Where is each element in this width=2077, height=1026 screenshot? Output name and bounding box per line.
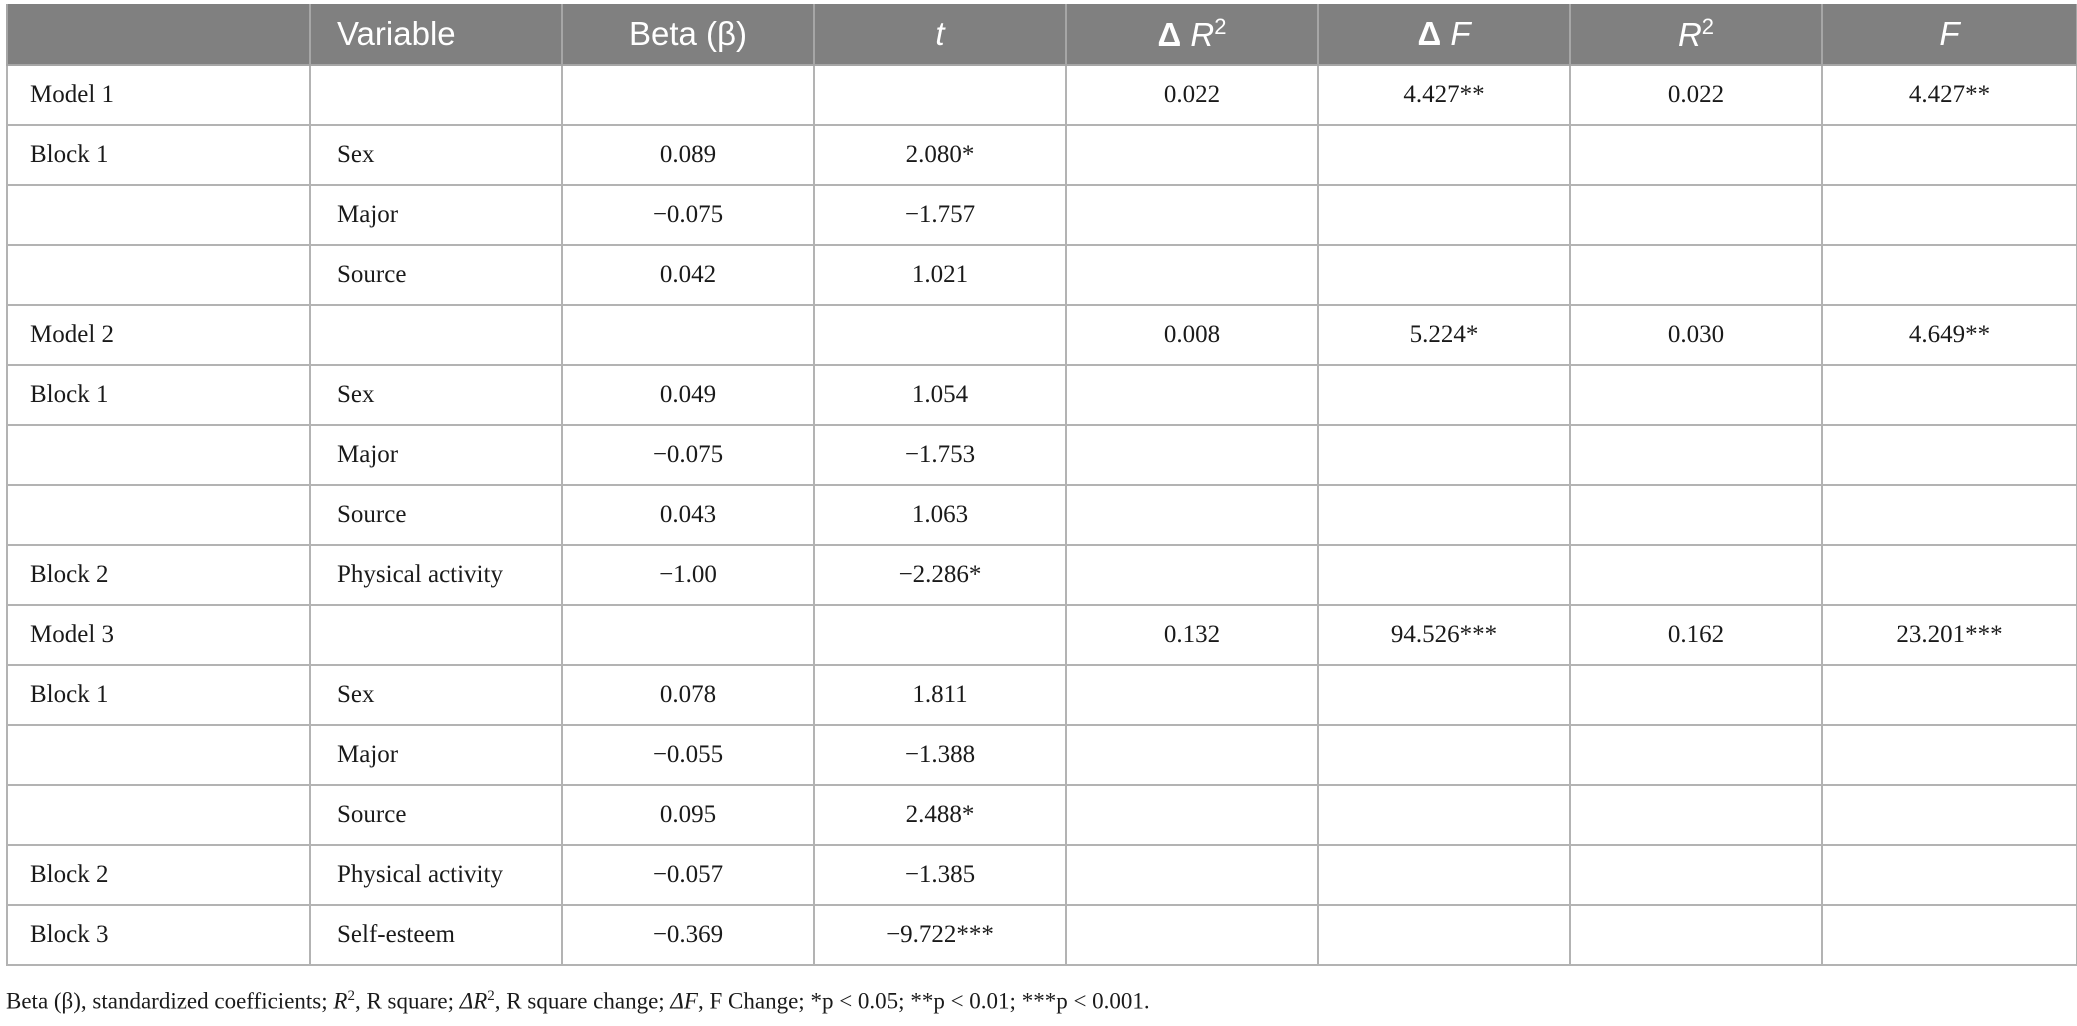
- cell-delta-r2: 0.132: [1066, 605, 1318, 665]
- table-row: [7, 845, 2077, 905]
- footnote-p2: **p < 0.01;: [910, 988, 1022, 1014]
- cell-variable: Physical activity: [310, 545, 562, 605]
- cell-t: [814, 65, 1066, 125]
- cell-beta: 0.043: [562, 485, 814, 545]
- cell-f: [1822, 725, 2077, 785]
- cell-beta: [562, 305, 814, 365]
- cell-f: [1822, 905, 2077, 965]
- cell-delta-f: 4.427**: [1318, 65, 1570, 125]
- cell-t: −9.722***: [814, 905, 1066, 965]
- cell-t: −1.388: [814, 725, 1066, 785]
- cell-f: 4.649**: [1822, 305, 2077, 365]
- cell-t: 1.054: [814, 365, 1066, 425]
- table-row: [7, 305, 2077, 365]
- cell-beta: 0.095: [562, 785, 814, 845]
- cell-beta: −0.055: [562, 725, 814, 785]
- header-cell-r2: $R^2$: [1570, 4, 1822, 65]
- cell-r2: [1570, 845, 1822, 905]
- cell-model-block: Block 3: [7, 905, 310, 965]
- cell-delta-f: [1318, 905, 1570, 965]
- cell-delta-f: [1318, 185, 1570, 245]
- cell-r2: 0.022: [1570, 65, 1822, 125]
- table-body: [7, 65, 2077, 965]
- footnote-df-text: , F Change;: [697, 988, 811, 1014]
- cell-t: 2.488*: [814, 785, 1066, 845]
- cell-delta-f: [1318, 665, 1570, 725]
- table-row: [7, 665, 2077, 725]
- header-cell-f: F: [1822, 4, 2077, 65]
- footnote-df: ΔF: [670, 988, 698, 1014]
- table-row: [7, 365, 2077, 425]
- table-row: [7, 725, 2077, 785]
- cell-beta: 0.049: [562, 365, 814, 425]
- cell-r2: [1570, 425, 1822, 485]
- cell-variable: [310, 605, 562, 665]
- cell-variable: Sex: [310, 365, 562, 425]
- cell-model-block: [7, 185, 310, 245]
- cell-f: 4.427**: [1822, 65, 2077, 125]
- header-row: [7, 4, 2077, 65]
- cell-variable: Sex: [310, 125, 562, 185]
- cell-model-block: Model 1: [7, 65, 310, 125]
- table-row: [7, 485, 2077, 545]
- cell-variable: Source: [310, 485, 562, 545]
- cell-r2: [1570, 365, 1822, 425]
- cell-model-block: [7, 725, 310, 785]
- cell-model-block: Block 2: [7, 845, 310, 905]
- cell-f: [1822, 545, 2077, 605]
- cell-model-block: [7, 485, 310, 545]
- table-row: [7, 185, 2077, 245]
- footnote-r2-text: , R square;: [354, 988, 460, 1014]
- cell-f: 23.201***: [1822, 605, 2077, 665]
- footnote-dr2-sup: 2: [487, 988, 495, 1004]
- cell-model-block: Block 1: [7, 365, 310, 425]
- cell-beta: 0.089: [562, 125, 814, 185]
- cell-variable: Major: [310, 425, 562, 485]
- cell-delta-r2: [1066, 245, 1318, 305]
- cell-r2: [1570, 545, 1822, 605]
- cell-f: [1822, 425, 2077, 485]
- cell-delta-r2: [1066, 185, 1318, 245]
- cell-delta-r2: [1066, 785, 1318, 845]
- table-row: [7, 905, 2077, 965]
- cell-f: [1822, 125, 2077, 185]
- cell-model-block: Model 2: [7, 305, 310, 365]
- cell-delta-r2: 0.008: [1066, 305, 1318, 365]
- cell-model-block: Block 1: [7, 665, 310, 725]
- cell-model-block: Block 2: [7, 545, 310, 605]
- cell-delta-f: [1318, 245, 1570, 305]
- cell-t: −1.385: [814, 845, 1066, 905]
- cell-r2: [1570, 725, 1822, 785]
- cell-f: [1822, 845, 2077, 905]
- cell-beta: −0.075: [562, 425, 814, 485]
- cell-delta-r2: 0.022: [1066, 65, 1318, 125]
- cell-f: [1822, 785, 2077, 845]
- header-cell-variable: Variable: [310, 4, 562, 65]
- cell-delta-r2: [1066, 125, 1318, 185]
- cell-delta-f: [1318, 725, 1570, 785]
- cell-variable: Self-esteem: [310, 905, 562, 965]
- regression-table-container: [6, 4, 2076, 966]
- cell-t: [814, 305, 1066, 365]
- cell-beta: 0.078: [562, 665, 814, 725]
- cell-t: −1.753: [814, 425, 1066, 485]
- cell-model-block: [7, 245, 310, 305]
- footnote-dr2: ΔR: [459, 988, 488, 1014]
- footnote-dr2-text: , R square change;: [494, 988, 671, 1014]
- cell-model-block: Block 1: [7, 125, 310, 185]
- cell-delta-r2: [1066, 725, 1318, 785]
- cell-beta: [562, 605, 814, 665]
- cell-variable: Major: [310, 185, 562, 245]
- cell-f: [1822, 185, 2077, 245]
- cell-f: [1822, 665, 2077, 725]
- cell-model-block: Model 3: [7, 605, 310, 665]
- header-cell-delta-f: Δ F: [1318, 4, 1570, 65]
- cell-variable: Physical activity: [310, 845, 562, 905]
- cell-delta-f: 5.224*: [1318, 305, 1570, 365]
- cell-f: [1822, 365, 2077, 425]
- cell-r2: 0.162: [1570, 605, 1822, 665]
- cell-r2: [1570, 245, 1822, 305]
- cell-t: 1.063: [814, 485, 1066, 545]
- cell-beta: 0.042: [562, 245, 814, 305]
- cell-variable: Sex: [310, 665, 562, 725]
- cell-delta-f: [1318, 485, 1570, 545]
- cell-r2: [1570, 905, 1822, 965]
- cell-variable: Source: [310, 245, 562, 305]
- cell-beta: [562, 65, 814, 125]
- cell-variable: [310, 65, 562, 125]
- cell-t: 1.811: [814, 665, 1066, 725]
- header-t-text: t: [935, 15, 945, 52]
- cell-delta-f: [1318, 785, 1570, 845]
- cell-t: −2.286*: [814, 545, 1066, 605]
- footnote-r2: R: [333, 988, 348, 1014]
- cell-delta-f: [1318, 125, 1570, 185]
- cell-delta-f: [1318, 425, 1570, 485]
- header-cell-delta-r2: Δ $R^2$: [1066, 4, 1318, 65]
- cell-delta-r2: [1066, 365, 1318, 425]
- cell-t: −1.757: [814, 185, 1066, 245]
- cell-delta-r2: [1066, 905, 1318, 965]
- regression-table: [6, 4, 2077, 966]
- table-row: [7, 785, 2077, 845]
- header-cell-model: [7, 4, 310, 65]
- footnote-p3: ***p < 0.001.: [1021, 988, 1150, 1014]
- cell-r2: [1570, 485, 1822, 545]
- cell-beta: −0.369: [562, 905, 814, 965]
- table-row: [7, 605, 2077, 665]
- cell-beta: −0.057: [562, 845, 814, 905]
- table-row: [7, 65, 2077, 125]
- cell-variable: Major: [310, 725, 562, 785]
- footnote-p1: *p < 0.05;: [810, 988, 911, 1014]
- header-cell-t: [814, 4, 1066, 65]
- footnote-r2-sup: 2: [347, 988, 355, 1004]
- cell-r2: 0.030: [1570, 305, 1822, 365]
- cell-model-block: [7, 425, 310, 485]
- cell-r2: [1570, 665, 1822, 725]
- cell-model-block: [7, 785, 310, 845]
- table-header: [7, 4, 2077, 65]
- table-row: [7, 545, 2077, 605]
- cell-r2: [1570, 125, 1822, 185]
- cell-r2: [1570, 185, 1822, 245]
- cell-beta: −0.075: [562, 185, 814, 245]
- cell-delta-f: [1318, 845, 1570, 905]
- cell-delta-f: [1318, 545, 1570, 605]
- cell-delta-f: [1318, 365, 1570, 425]
- footnote-beta: Beta (β), standardized coefficients;: [6, 988, 334, 1014]
- cell-variable: [310, 305, 562, 365]
- cell-t: 2.080*: [814, 125, 1066, 185]
- cell-f: [1822, 245, 2077, 305]
- cell-t: [814, 605, 1066, 665]
- cell-delta-r2: [1066, 545, 1318, 605]
- cell-variable: Source: [310, 785, 562, 845]
- cell-f: [1822, 485, 2077, 545]
- header-cell-beta: Beta (β): [562, 4, 814, 65]
- cell-t: 1.021: [814, 245, 1066, 305]
- table-footnote: [6, 988, 1150, 1015]
- table-row: [7, 245, 2077, 305]
- table-row: [7, 125, 2077, 185]
- cell-beta: −1.00: [562, 545, 814, 605]
- cell-delta-r2: [1066, 665, 1318, 725]
- cell-delta-r2: [1066, 485, 1318, 545]
- cell-delta-r2: [1066, 425, 1318, 485]
- table-row: [7, 425, 2077, 485]
- cell-delta-r2: [1066, 845, 1318, 905]
- cell-delta-f: 94.526***: [1318, 605, 1570, 665]
- cell-r2: [1570, 785, 1822, 845]
